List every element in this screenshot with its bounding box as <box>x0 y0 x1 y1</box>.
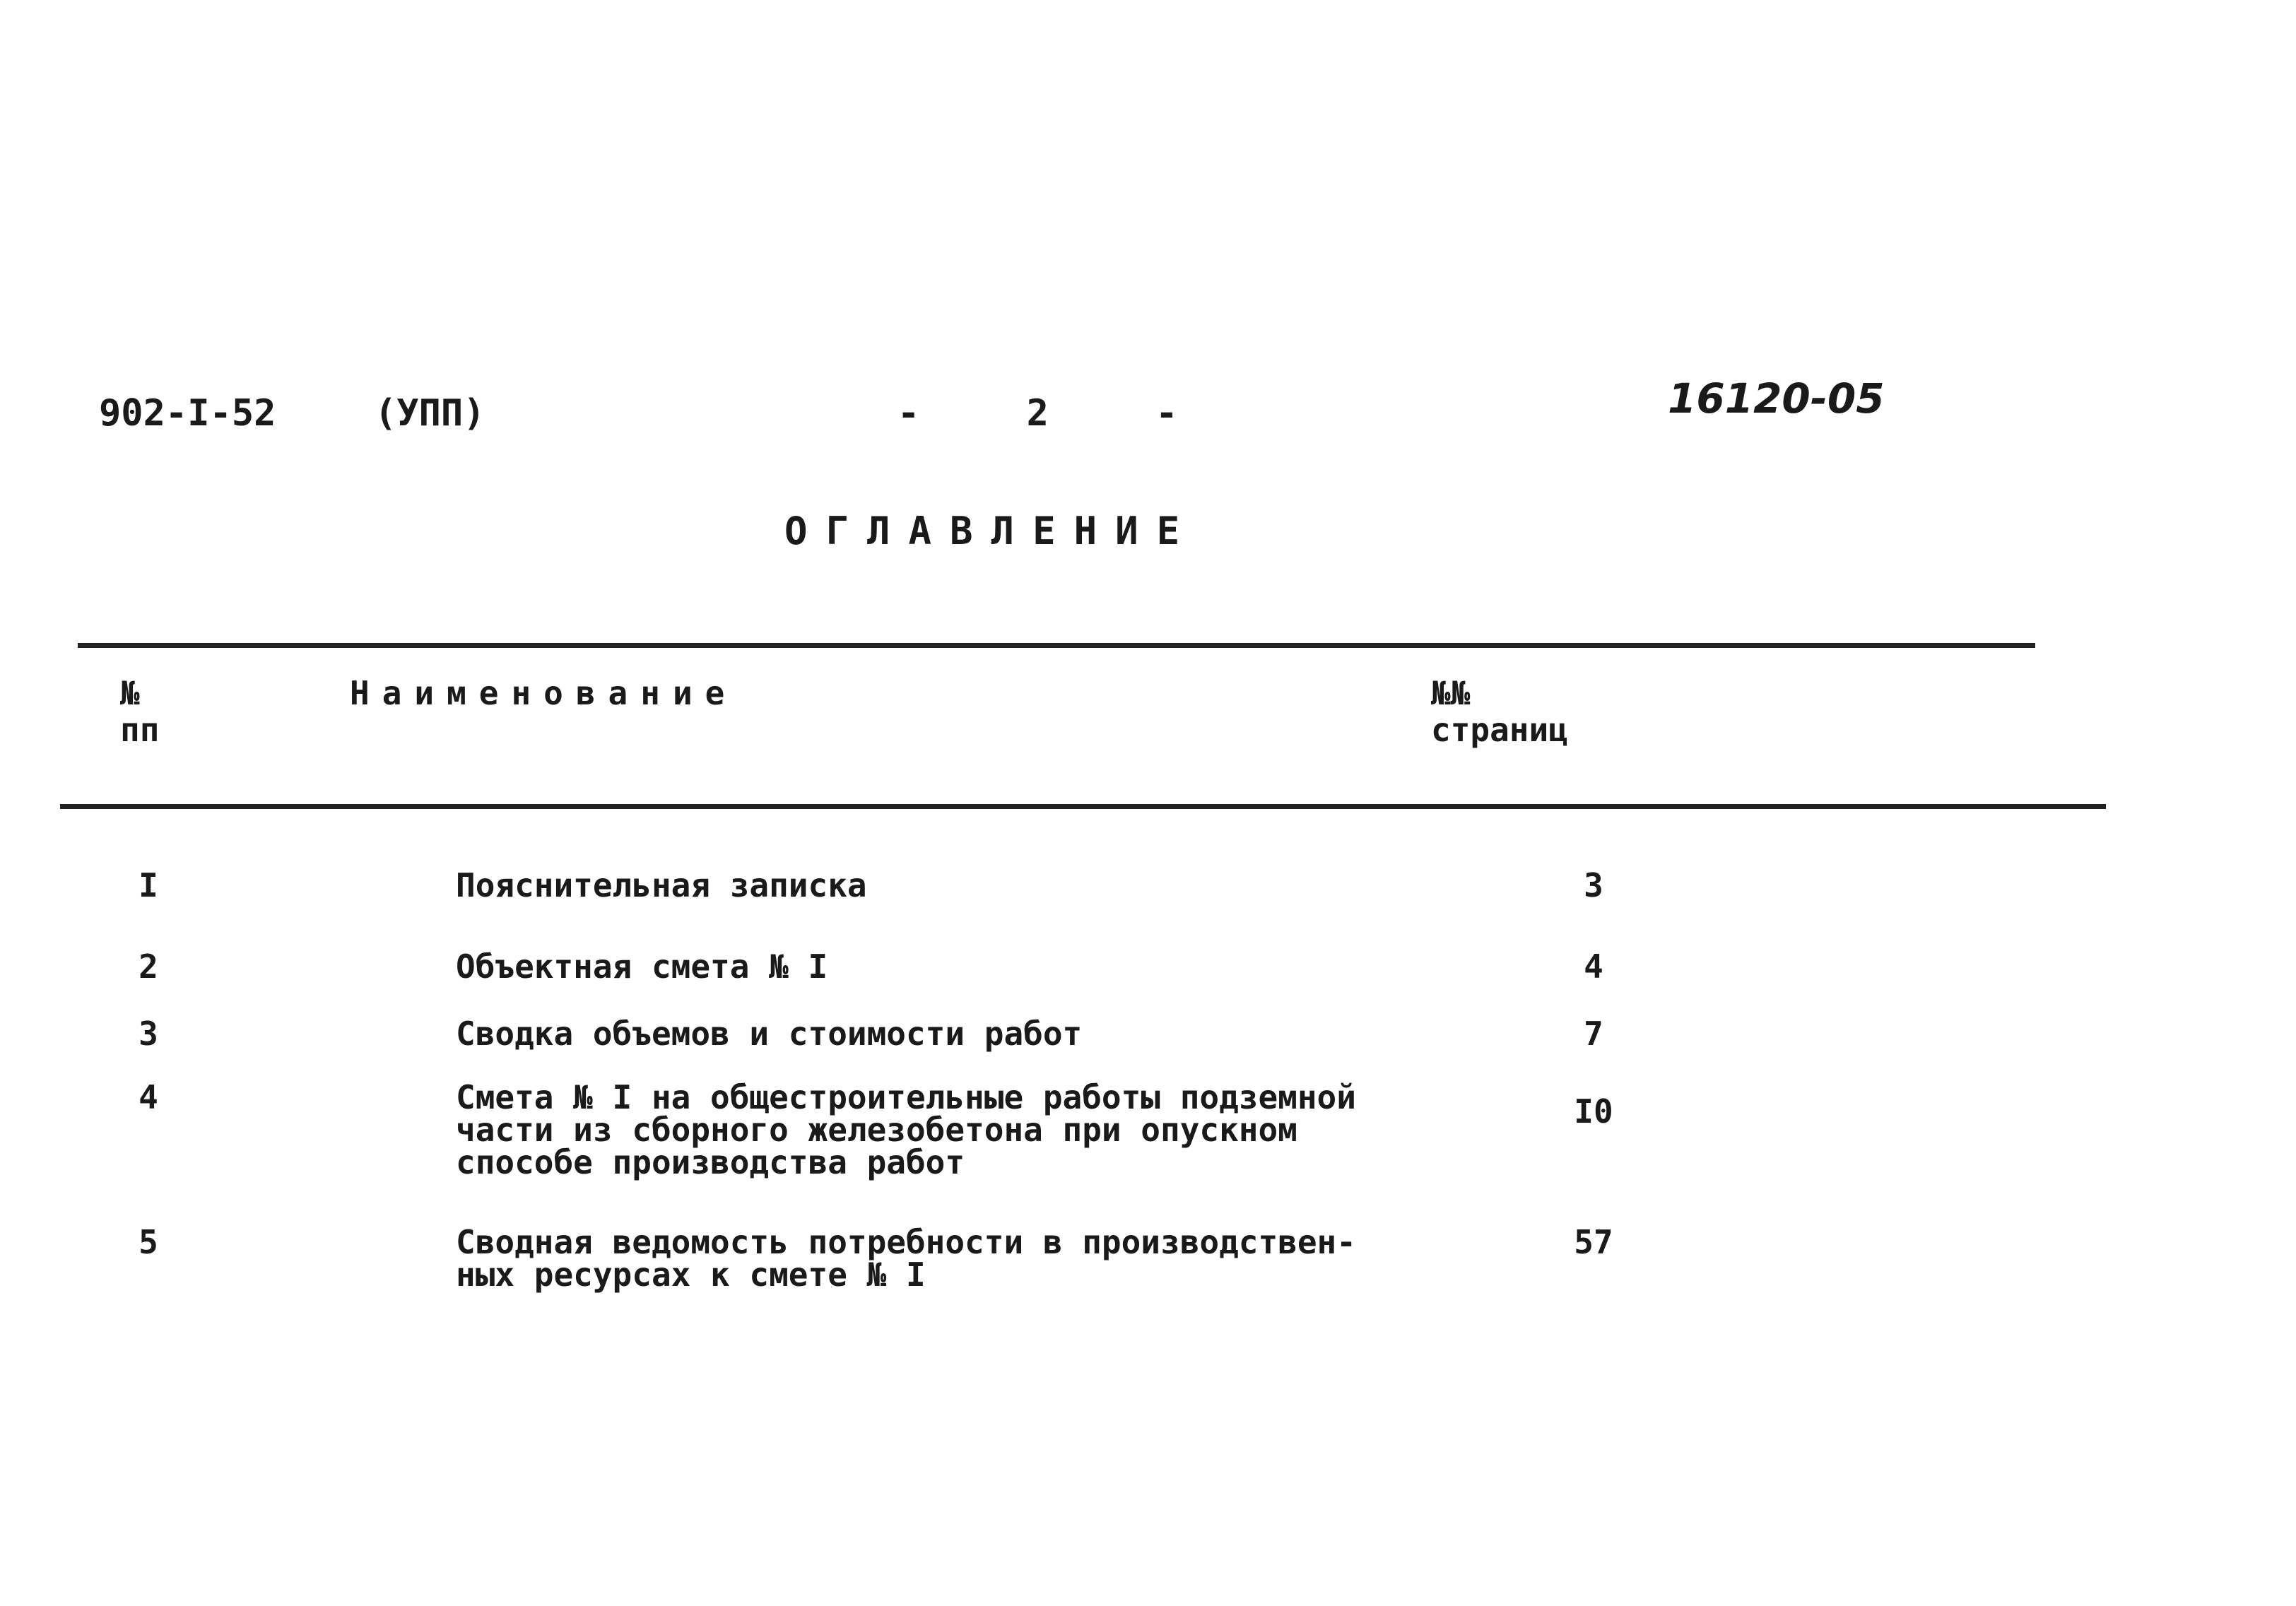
row-name: Пояснительная записка <box>456 866 867 904</box>
column-header-pages: №№ страниц <box>1431 674 1568 749</box>
page-marker: - 2 - <box>897 392 1220 435</box>
row-number: I <box>139 866 158 904</box>
row-number: 3 <box>139 1015 158 1053</box>
handwritten-number: 16120-05 <box>1668 374 1885 423</box>
row-name: Смета № I на общестроительные работы подземной части из сборного железобетона при опускном способе производства работ <box>456 1078 1356 1181</box>
page-title: ОГЛАВЛЕНИЕ <box>784 509 1199 553</box>
row-name: Объектная смета № I <box>456 947 828 986</box>
row-name: Сводка объемов и стоимости работ <box>456 1015 1083 1053</box>
row-page: 57 <box>1574 1223 1613 1261</box>
row-number: 4 <box>139 1078 158 1116</box>
table-top-rule <box>78 643 2035 648</box>
row-number: 5 <box>139 1223 158 1261</box>
row-page: 7 <box>1584 1015 1603 1053</box>
table-header-rule <box>60 804 2106 809</box>
row-page: I0 <box>1574 1092 1613 1130</box>
row-number: 2 <box>139 947 158 986</box>
column-header-name: Наименование <box>350 674 738 712</box>
column-header-number: № пп <box>120 674 160 749</box>
row-page: 3 <box>1584 866 1603 904</box>
document-code: 902-I-52 <box>99 392 276 435</box>
row-name: Сводная ведомость потребности в производствен- ных ресурсах к смете № I <box>456 1223 1356 1294</box>
document-type: (УПП) <box>375 392 485 435</box>
row-page: 4 <box>1584 947 1603 986</box>
